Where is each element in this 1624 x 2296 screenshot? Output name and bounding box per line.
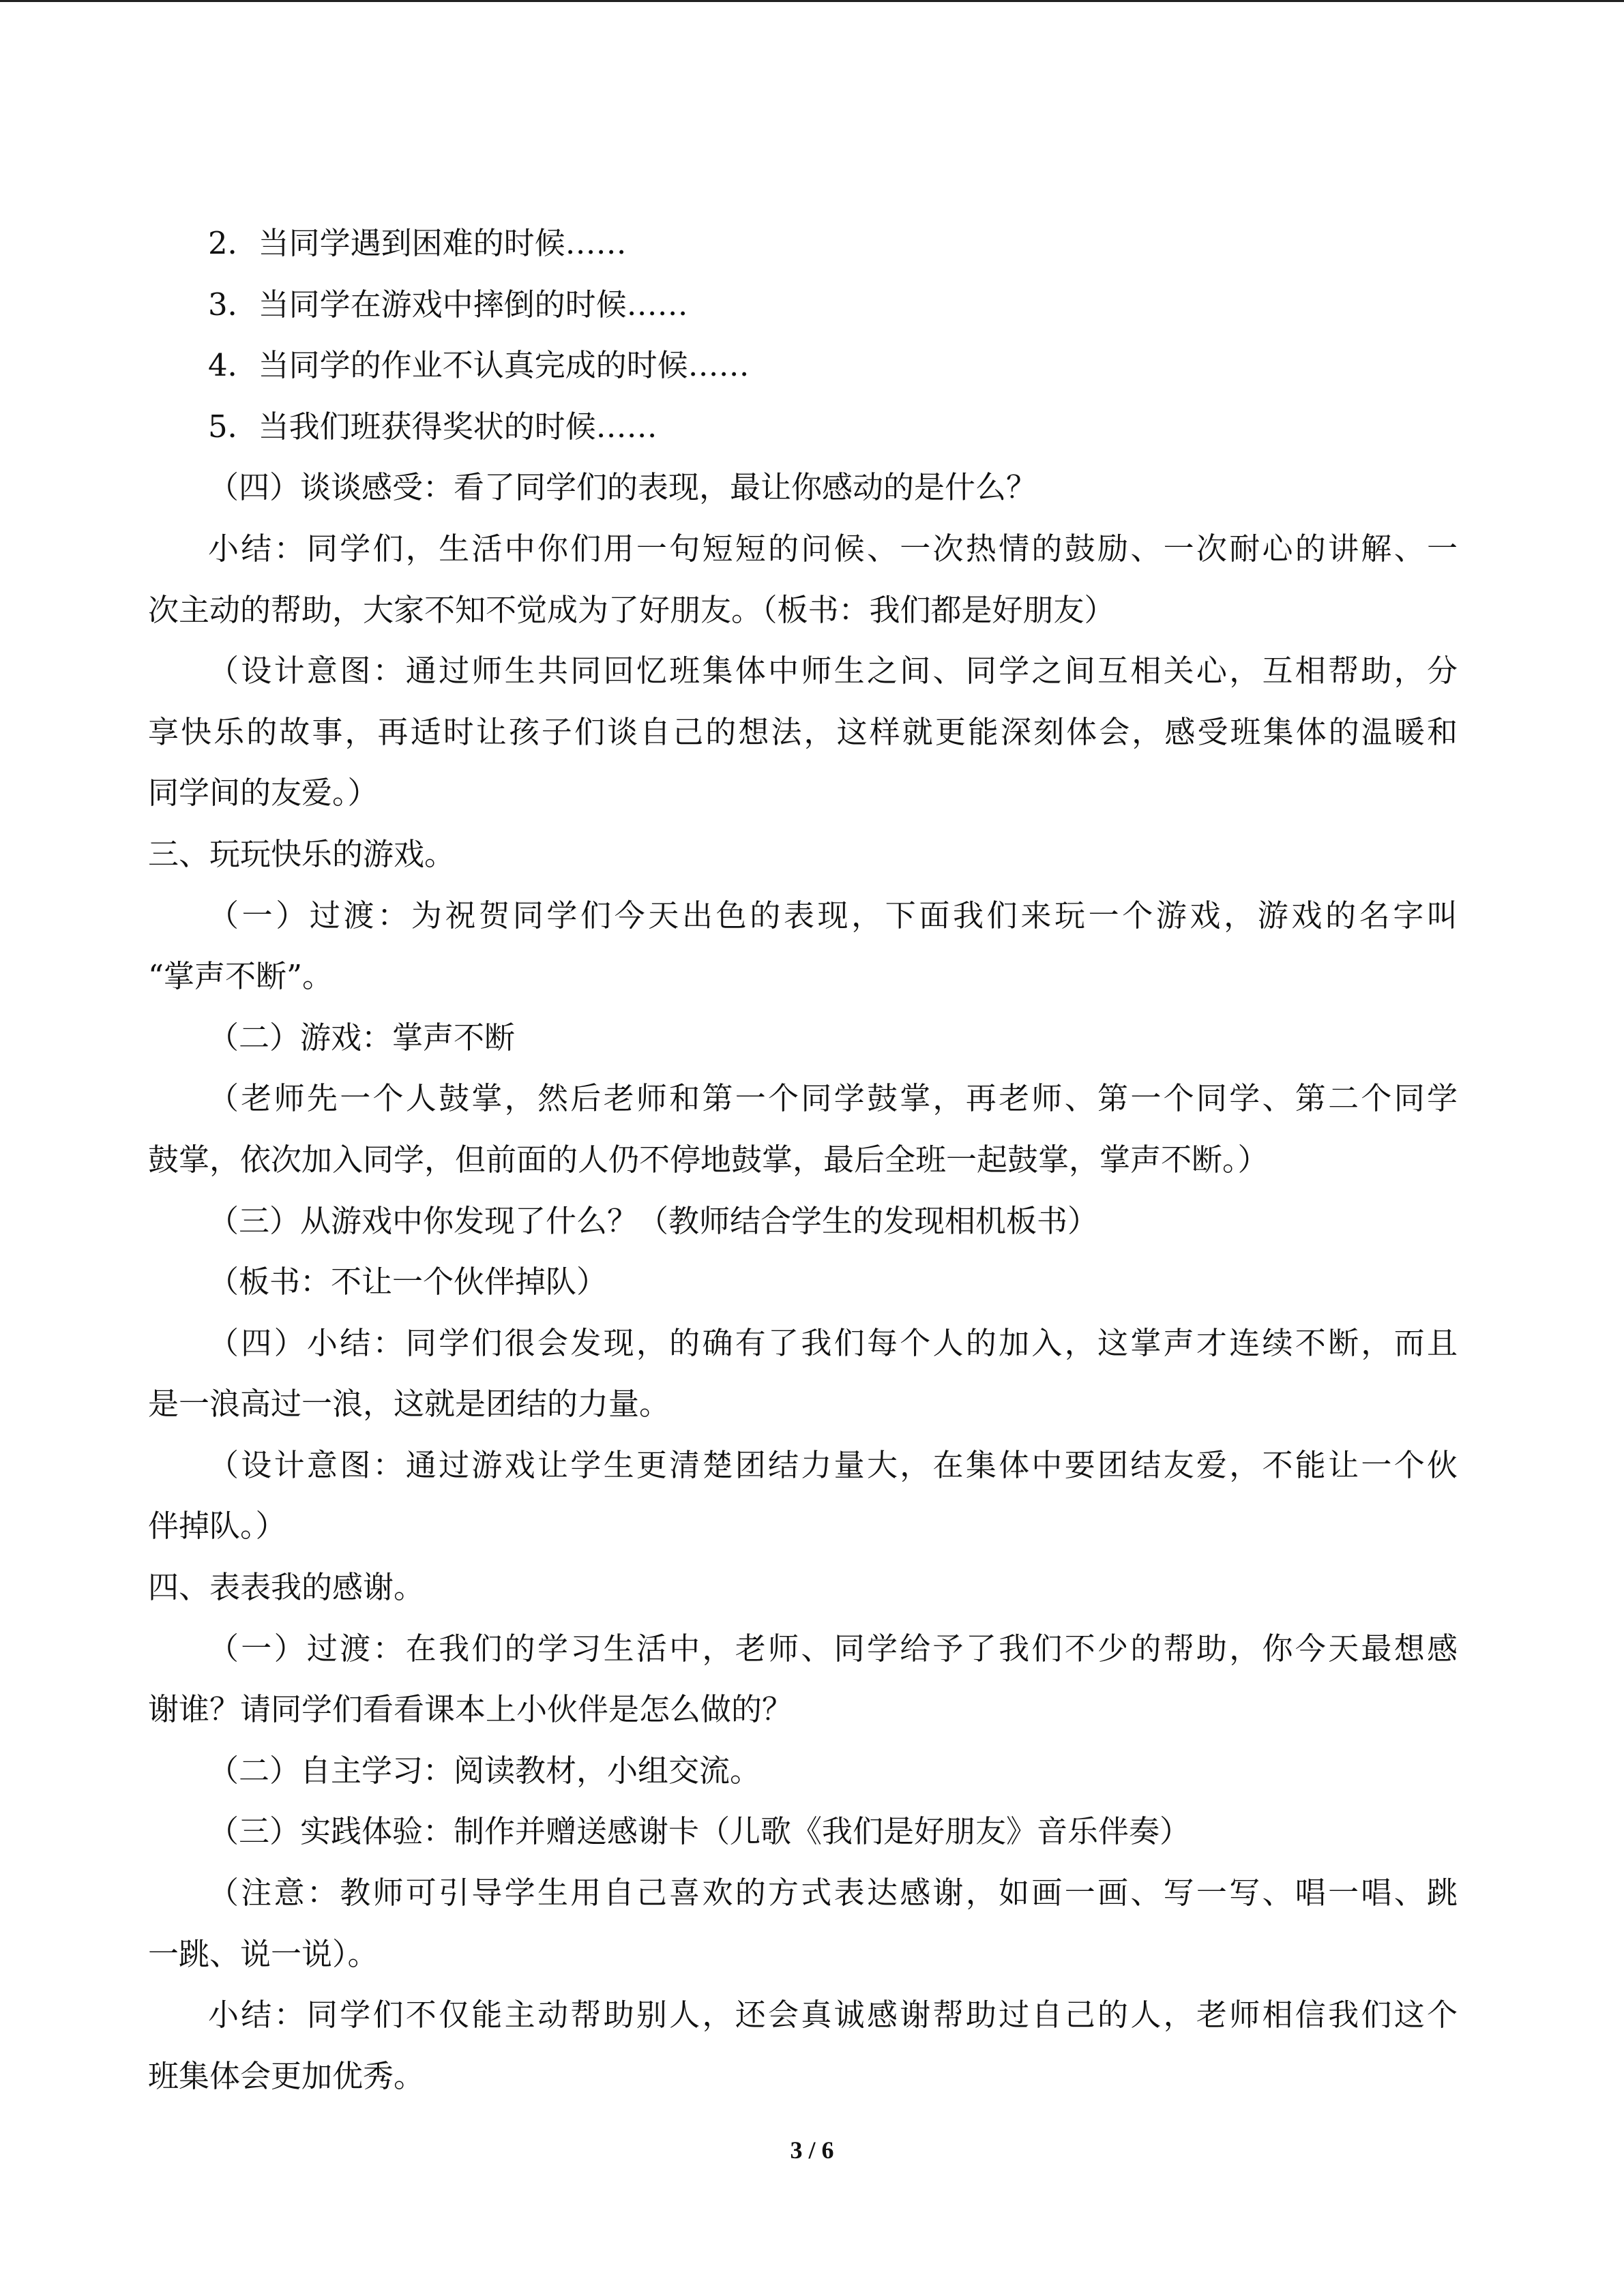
text-line: 享快乐的故事，再适时让孩子们谈自己的想法，这样就更能深刻体会，感受班集体的温暖和 bbox=[148, 713, 1458, 750]
text-line: （四）谈谈感受：看了同学们的表现，最让你感动的是什么？ bbox=[208, 469, 1037, 506]
text-line: （三）实践体验：制作并赠送感谢卡（儿歌《我们是好朋友》音乐伴奏） bbox=[208, 1813, 1191, 1850]
text-line: （注意：教师可引导学生用自己喜欢的方式表达感谢，如画一画、写一写、唱一唱、跳 bbox=[208, 1875, 1458, 1911]
text-line: （板书：不让一个伙伴掉队） bbox=[208, 1264, 608, 1300]
text-line: （设计意图：通过师生共同回忆班集体中师生之间、同学之间互相关心，互相帮助，分 bbox=[208, 653, 1458, 689]
section-heading: 三、玩玩快乐的游戏。 bbox=[148, 835, 456, 872]
text-line: 同学间的友爱。） bbox=[148, 775, 379, 811]
text-line: 2．当同学遇到困难的时候…… bbox=[208, 225, 627, 261]
text-line: 班集体会更加优秀。 bbox=[148, 2057, 425, 2094]
text-line: 次主动的帮助，大家不知不觉成为了好朋友。（板书：我们都是好朋友） bbox=[148, 591, 1115, 628]
top-border-line bbox=[0, 0, 1624, 2]
text-line: 4．当同学的作业不认真完成的时候…… bbox=[208, 347, 750, 384]
text-line: 小结：同学们不仅能主动帮助别人，还会真诚感谢帮助过自己的人，老师相信我们这个 bbox=[208, 1997, 1458, 2033]
text-line: （二）游戏：掌声不断 bbox=[208, 1019, 516, 1056]
document-body bbox=[148, 213, 1458, 2106]
section-heading: 四、表表我的感谢。 bbox=[148, 1569, 425, 1606]
text-line: 是一浪高过一浪，这就是团结的力量。 bbox=[148, 1386, 670, 1422]
text-line: （三）从游戏中你发现了什么？（教师结合学生的发现相机板书） bbox=[208, 1202, 1099, 1239]
text-line: （二）自主学习：阅读教材，小组交流。 bbox=[208, 1752, 761, 1789]
text-line: （一）过渡：为祝贺同学们今天出色的表现，下面我们来玩一个游戏，游戏的名字叫 bbox=[208, 897, 1458, 934]
text-line: 伴掉队。） bbox=[148, 1508, 286, 1545]
text-line: （一）过渡：在我们的学习生活中，老师、同学给予了我们不少的帮助，你今天最想感 bbox=[208, 1630, 1458, 1667]
text-line: （老师先一个人鼓掌，然后老师和第一个同学鼓掌，再老师、第一个同学、第二个同学 bbox=[208, 1080, 1458, 1117]
page-number: 3 / 6 bbox=[790, 2136, 834, 2164]
text-line: （四）小结：同学们很会发现，的确有了我们每个人的加入，这掌声才连续不断，而且 bbox=[208, 1324, 1458, 1361]
text-line: 谢谁？请同学们看看课本上小伙伴是怎么做的？ bbox=[148, 1691, 793, 1728]
text-line: “掌声不断”。 bbox=[148, 958, 334, 995]
text-line: （设计意图：通过游戏让学生更清楚团结力量大，在集体中要团结友爱，不能让一个伙 bbox=[208, 1446, 1458, 1483]
text-line: 3．当同学在游戏中摔倒的时候…… bbox=[208, 286, 688, 323]
text-line: 一跳、说一说）。 bbox=[148, 1935, 379, 1972]
text-line: 鼓掌，依次加入同学，但前面的人仍不停地鼓掌，最后全班一起鼓掌，掌声不断。） bbox=[148, 1141, 1269, 1178]
text-line: 5．当我们班获得奖状的时候…… bbox=[208, 408, 658, 445]
text-line: 小结：同学们，生活中你们用一句短短的问候、一次热情的鼓励、一次耐心的讲解、一 bbox=[208, 530, 1458, 567]
